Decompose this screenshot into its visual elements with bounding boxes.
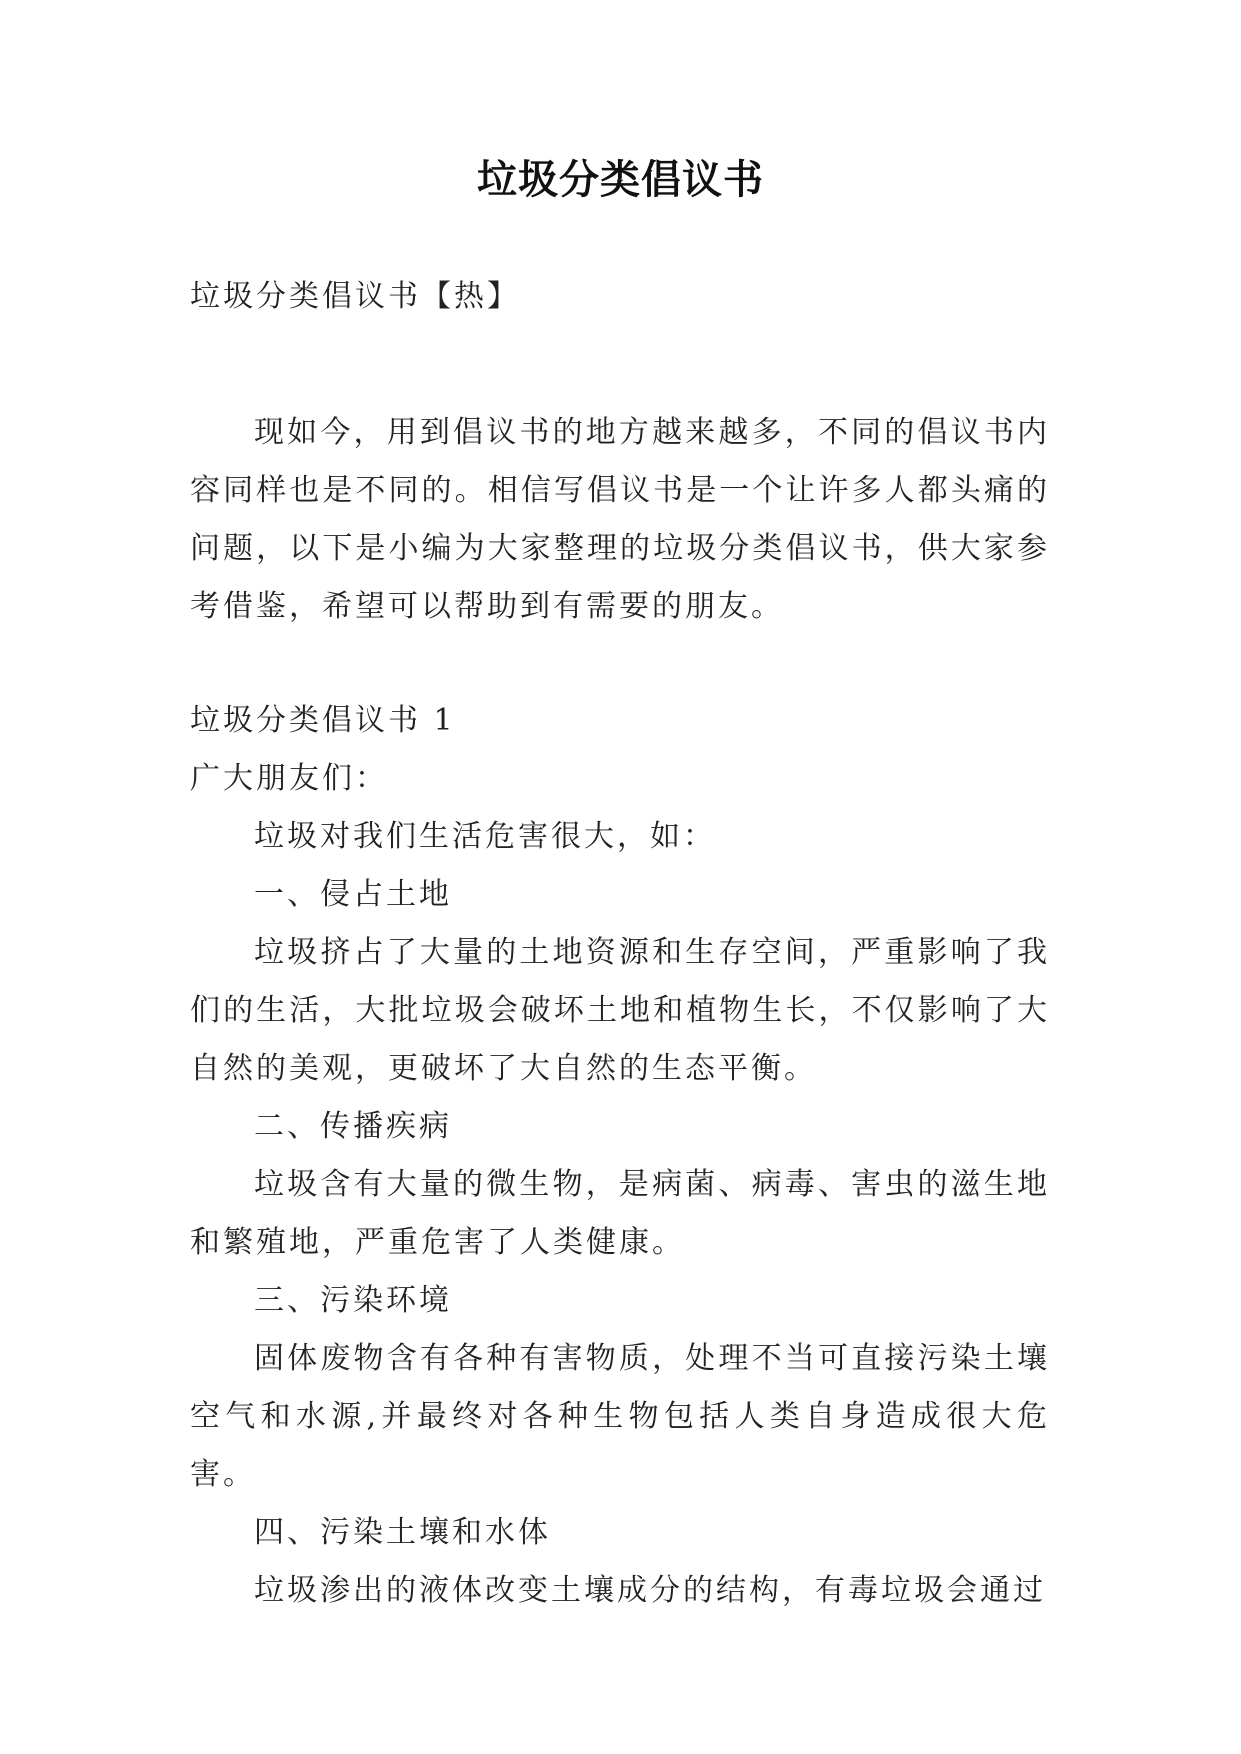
letter-paragraph: 垃圾渗出的液体改变土壤成分的结构，有毒垃圾会通过: [254, 1573, 1046, 1608]
section-heading: 四、污染土壤和水体: [254, 1515, 551, 1550]
intro-paragraph: 现如今，用到倡议书的地方越来越多，不同的倡议书内容同样也是不同的。相信写倡议书是一个让许多人都头痛的问题，以下是小编为大家整理的垃圾分类倡议书，供大家参考借鉴，希望可以帮助到有需要的朋友。: [190, 415, 1050, 624]
letter-heading: 垃圾分类倡议书 1: [190, 703, 456, 738]
document-title: 垃圾分类倡议书: [477, 157, 764, 203]
section-heading: 三、污染环境: [254, 1283, 452, 1318]
letter-paragraph: 固体废物含有各种有害物质，处理不当可直接污染土壤空气和水源,并最终对各种生物包括人类自身造成很大危害。: [190, 1341, 1050, 1492]
document-subtitle: 垃圾分类倡议书【热】: [190, 279, 520, 314]
letter-paragraph: 垃圾对我们生活危害很大，如：: [254, 819, 716, 854]
letter-salutation: 广大朋友们：: [190, 761, 388, 796]
letter-paragraph: 垃圾挤占了大量的土地资源和生存空间，严重影响了我们的生活，大批垃圾会破坏土地和植物生长，不仅影响了大自然的美观，更破坏了大自然的生态平衡。: [190, 935, 1050, 1086]
section-heading: 二、传播疾病: [254, 1109, 452, 1144]
letter-paragraph: 垃圾含有大量的微生物，是病菌、病毒、害虫的滋生地和繁殖地，严重危害了人类健康。: [190, 1167, 1050, 1260]
section-heading: 一、侵占土地: [254, 877, 452, 912]
intro-section: [190, 404, 1050, 636]
letter-section: [190, 692, 1050, 1620]
